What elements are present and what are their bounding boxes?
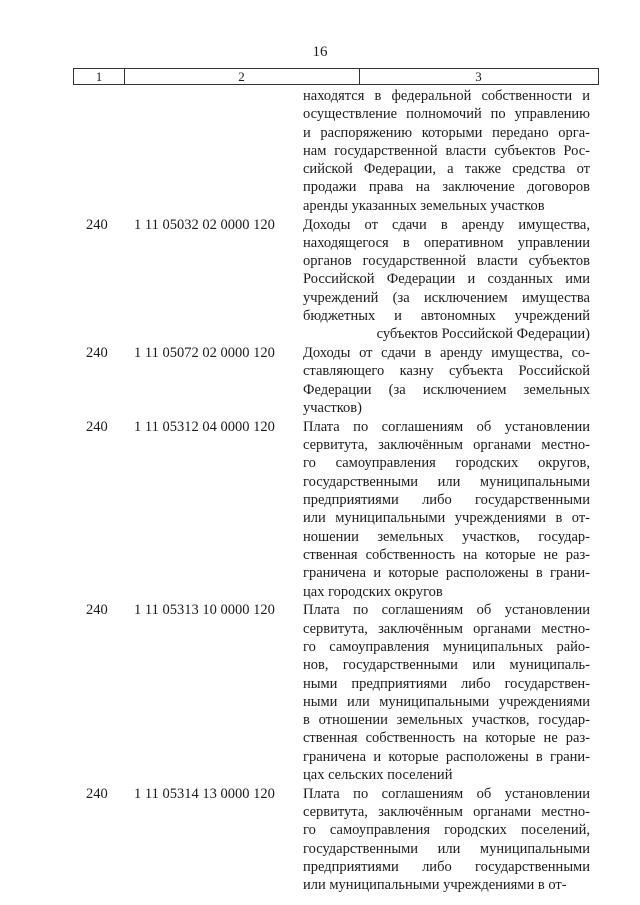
description-line: предприятиями либо государственными [303,492,590,509]
admin-code: 240 [86,216,108,233]
header-col-3: 3 [475,69,482,84]
page-number: 16 [312,44,328,60]
admin-code: 240 [86,602,108,619]
description-line: Доходы от сдачи в аренду имущества, [303,216,590,233]
description-line: и распоряжению которыми передано орга- [303,124,590,141]
budget-classification-code: 1 11 05032 02 0000 120 [134,216,275,233]
description-line: Доходы от сдачи в аренду имущества, со- [303,345,590,362]
description-line: Плата по соглашениям об установлении [303,785,590,802]
income-description [303,216,590,344]
description-line: осуществление полномочий по управлению [303,106,590,123]
description-line: государственными или муниципальными [303,840,590,857]
budget-classification-code: 1 11 05312 04 0000 120 [134,418,275,435]
admin-code: 240 [86,785,108,802]
description-line: цах сельских поселений [303,767,453,784]
description-line: сервитута, заключённым органами местно- [303,620,590,637]
description-line: Российской Федерации и созданных ими [303,271,590,288]
description-line: аренды указанных земельных участков [303,197,545,214]
description-line: сервитута, заключённым органами местно- [303,437,590,454]
description-line: органов государственной власти субъектов [303,253,590,270]
description-line: ставляющего казну субъекта Российской [303,363,590,380]
description-line: или муниципальными учреждениями в от- [303,510,590,527]
description-line: ными или муниципальными учреждениями [303,693,590,710]
description-line: ными предприятиями либо государствен- [303,675,590,692]
description-line: граничена и которые расположены в грани- [303,565,590,582]
description-line: или муниципальными учреждениями в от- [303,877,567,894]
description-line: нов, государственными или муниципаль- [303,657,590,674]
income-description [303,601,590,784]
description-line: ношении земельных участков, государ- [303,528,590,545]
description-line: ственная собственность на которые не раз- [303,546,590,563]
admin-code: 240 [86,418,108,435]
description-line: граничена и которые расположены в грани- [303,748,590,765]
description-line: продажи права на заключение договоров [303,179,590,196]
description-line: субъектов Российской Федерации) [376,326,590,343]
description-line: нам государственной власти субъектов Рос- [303,142,590,159]
admin-code: 240 [86,345,108,362]
income-description [303,418,590,601]
description-line: ственная собственность на которые не раз- [303,730,590,747]
budget-classification-code: 1 11 05072 02 0000 120 [134,345,275,362]
description-line: го самоуправления городских поселений, [303,822,590,839]
description-line: государственными или муниципальными [303,473,590,490]
description-line: находящегося в оперативном управлении [303,234,590,251]
header-col-1: 1 [74,69,125,84]
description-line: Плата по соглашениям об установлении [303,602,590,619]
description-line: участков) [303,400,362,417]
income-description [303,785,590,895]
budget-classification-code: 1 11 05313 10 0000 120 [134,602,275,619]
description-line: предприятиями либо государственными [303,859,590,876]
budget-classification-code: 1 11 05314 13 0000 120 [134,785,275,802]
description-line: сийской Федерации, а также средства от [303,161,590,178]
description-line: сервитута, заключённым органами местно- [303,804,590,821]
description-line: Федерации (за исключением земельных [303,381,590,398]
description-line: го самоуправления муниципальных райо- [303,638,590,655]
description-line: бюджетных и автономных учреждений [303,308,590,325]
description-line: го самоуправления городских округов, [303,455,590,472]
income-description [303,344,590,417]
description-line: цах городских округов [303,583,443,600]
description-line: в отношении земельных участков, государ- [303,712,590,729]
header-col-2: 2 [124,69,360,84]
description-line: Плата по соглашениям об установлении [303,418,590,435]
table-header [73,68,599,85]
description-line: находятся в федеральной собственности и [303,88,590,104]
description-line: учреждений (за исключением имущества [303,289,590,306]
income-description [303,87,590,215]
